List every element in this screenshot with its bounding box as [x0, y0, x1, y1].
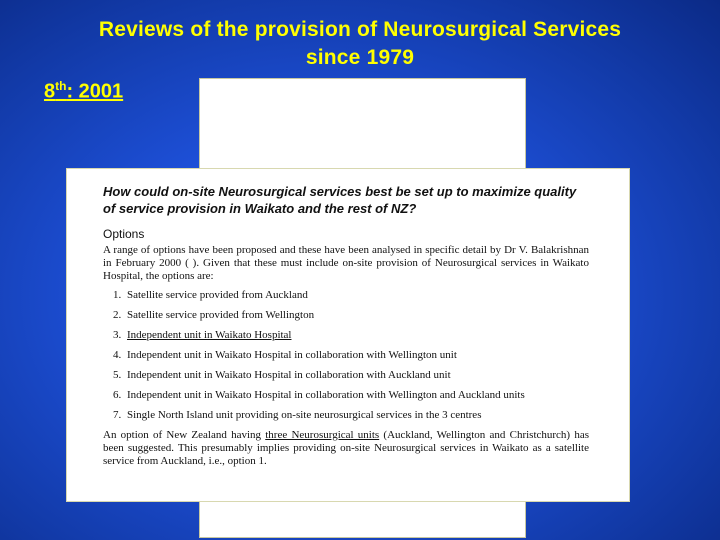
closing-underlined: three Neurosurgical units	[265, 429, 380, 441]
subtitle-edition	[44, 79, 123, 104]
subtitle-number: 8	[44, 80, 56, 103]
document-question	[103, 183, 589, 217]
option-item: 5. Independent unit in Waikato Hospital in collaboration with Auckland unit	[124, 369, 589, 382]
option-item: 7. Single North Island unit providing on-site neurosurgical services in the 3 centres	[124, 409, 589, 422]
document-excerpt	[66, 168, 630, 502]
closing-paragraph	[103, 429, 589, 468]
options-heading: Options	[103, 227, 145, 241]
option-item: 2. Satellite service provided from Wellington	[124, 309, 589, 322]
question-line-1: How could on-site Neurosurgical services best be set up to maximize quality	[103, 184, 577, 199]
options-list	[103, 289, 589, 422]
subtitle-year: : 2001	[66, 80, 124, 103]
slide-title-line-1: Reviews of the provision of Neurosurgical Services	[98, 18, 622, 41]
option-text-underlined: Independent unit in Waikato Hospital	[127, 329, 292, 341]
slide-title-line-2: since 1979	[305, 46, 415, 69]
question-line-2: of service provision in Waikato and the rest of NZ?	[103, 201, 417, 216]
closing-start: An option of New Zealand having	[103, 429, 266, 441]
slide-title	[0, 16, 720, 72]
subtitle-suffix: th	[55, 79, 67, 93]
options-intro: A range of options have been proposed and these have been analysed in specific detail by Dr V. Balakrishnan in February 2000 ( ). Given that these must include on-site provision of Neurosurgical services in Waikato Hospital, the options are:	[103, 244, 589, 282]
option-item: 1. Satellite service provided from Auckland	[124, 289, 589, 302]
option-item	[124, 329, 589, 342]
option-item: 6. Independent unit in Waikato Hospital in collaboration with Wellington and Auckland units	[124, 389, 589, 402]
closing-end: (Auckland, Wellington and Christchurch) has been suggested. This presumably implies providing on-site Neurosurgical services in Waikato as a satellite service from Auckland, i.e., option 1.	[103, 429, 589, 467]
option-item: 4. Independent unit in Waikato Hospital in collaboration with Wellington unit	[124, 349, 589, 362]
